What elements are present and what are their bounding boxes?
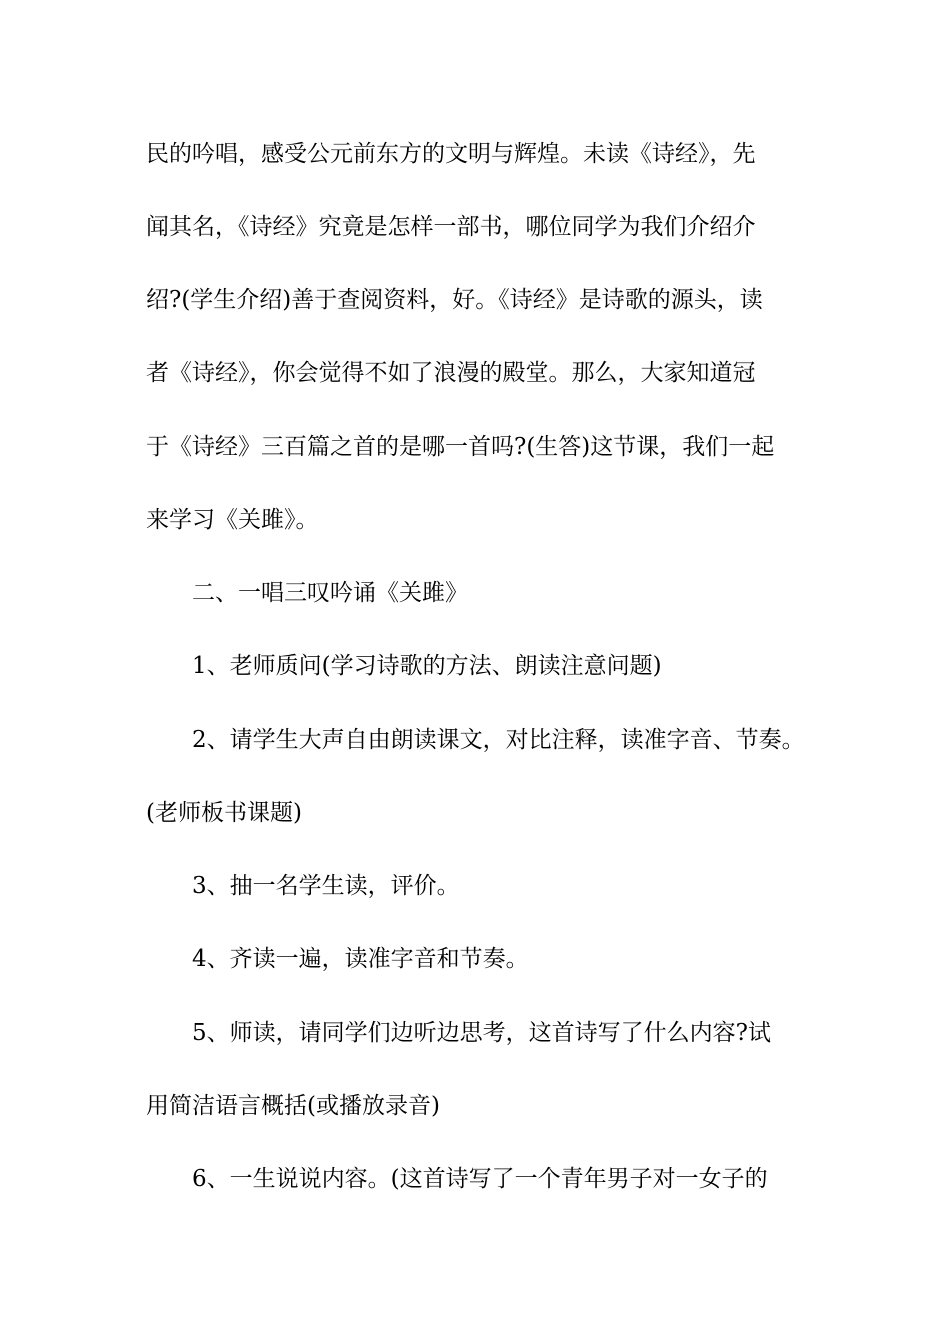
text-line: 于《诗经》三百篇之首的是哪一首吗?(生答)这节课，我们一起 [146, 434, 775, 460]
text-line: 闻其名，《诗经》究竟是怎样一部书，哪位同学为我们介绍介 [146, 214, 756, 240]
text-line: 民的吟唱，感受公元前东方的文明与辉煌。未读《诗经》，先 [146, 141, 756, 167]
list-item: 3、抽一名学生读，评价。 [192, 873, 460, 899]
text-line: 来学习《关雎》。 [146, 507, 319, 533]
list-item: 6、一生说说内容。(这首诗写了一个青年男子对一女子的 [192, 1166, 768, 1192]
text-line: 用简洁语言概括(或播放录音) [146, 1093, 440, 1119]
text-line: (老师板书课题) [146, 800, 302, 826]
section-heading: 二、一唱三叹吟诵《关雎》 [192, 580, 468, 606]
list-item: 4、齐读一遍，读准字音和节奏。 [192, 946, 529, 972]
text-line: 者《诗经》，你会觉得不如了浪漫的殿堂。那么，大家知道冠 [146, 360, 756, 386]
list-item: 1、老师质问(学习诗歌的方法、朗读注意问题) [192, 653, 662, 679]
list-item: 2、请学生大声自由朗读课文，对比注释，读准字音、节奏。 [192, 727, 805, 753]
list-item: 5、师读，请同学们边听边思考，这首诗写了什么内容?试 [192, 1020, 771, 1046]
text-line: 绍?(学生介绍)善于查阅资料，好。《诗经》是诗歌的源头，读 [146, 287, 763, 313]
